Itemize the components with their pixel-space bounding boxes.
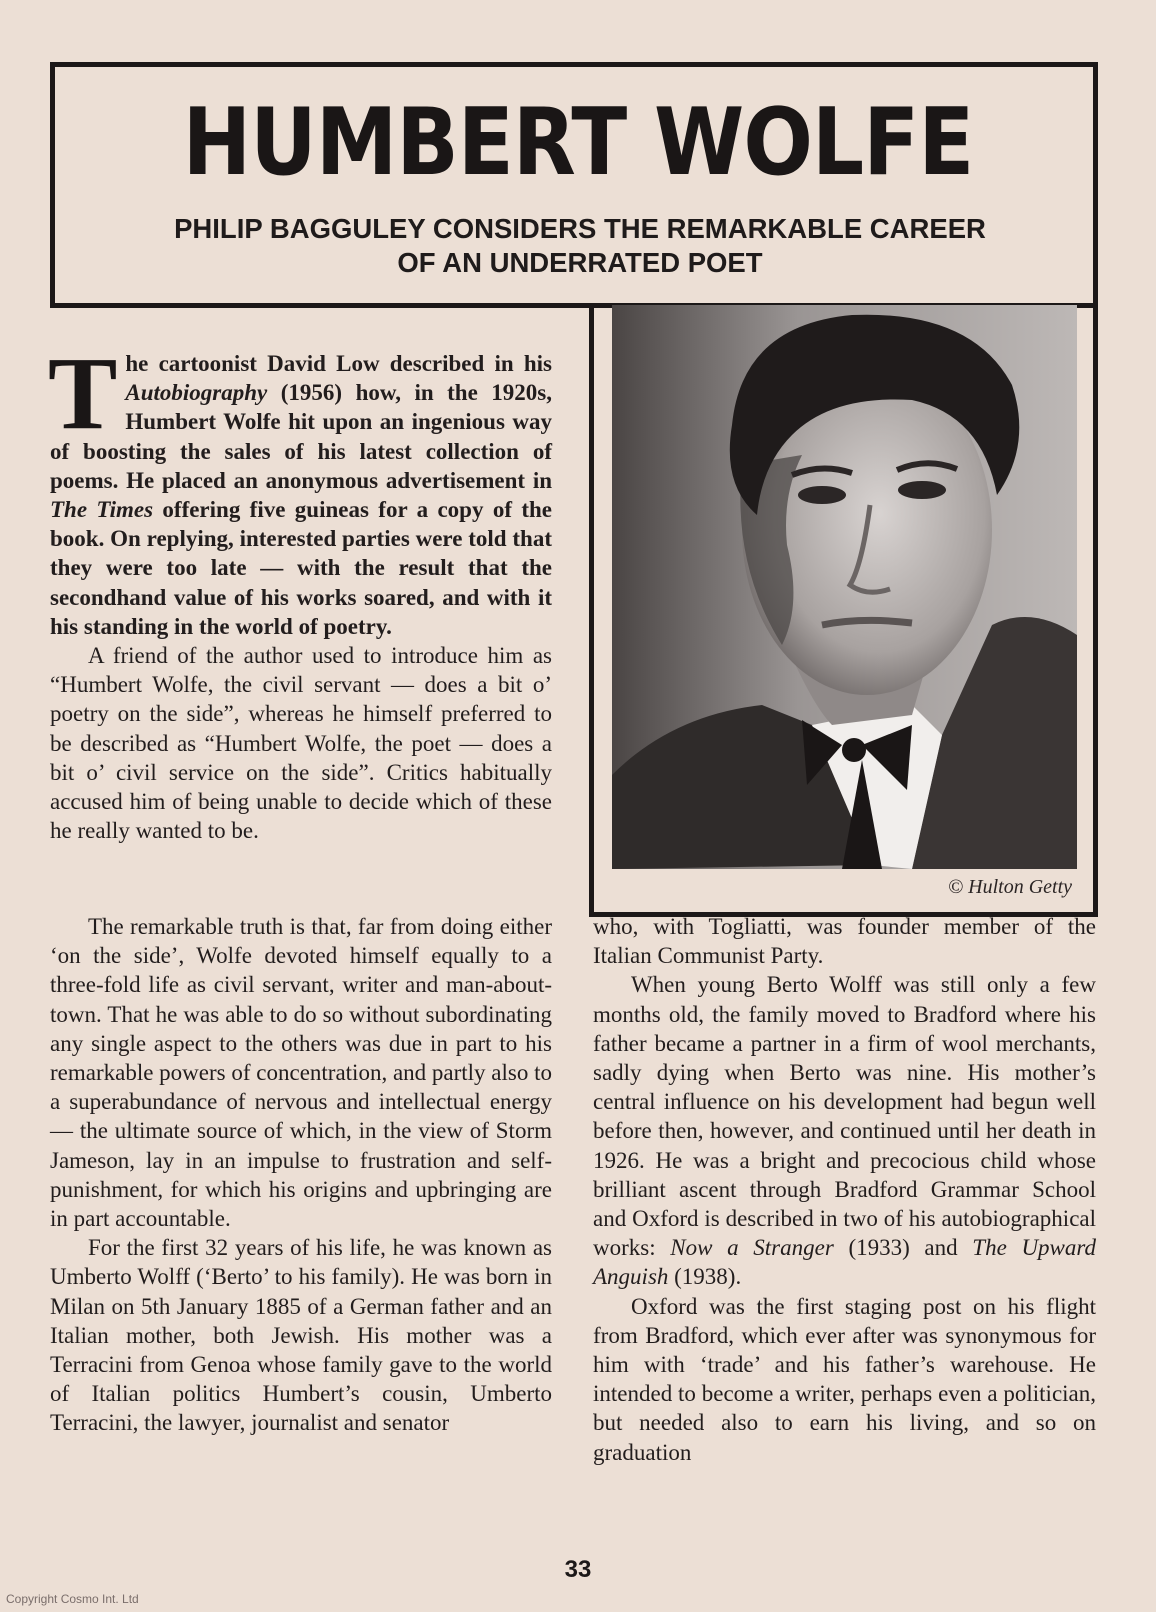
para5-text-a: When young Berto Wolff was still only a few months old, the family moved to Bradford where his father became a partner in a firm of wool merchants, sadly dying when Berto was nine. His mother’s central influence on his development had begun well before then, however, and continued until her death in 1926. He was a bright and precocious child whose brilliant ascent through Bradford Grammar School and Oxford is described in two of his autobiographical works: — [593, 972, 1096, 1261]
column-1-lower — [50, 912, 552, 1438]
portrait-illustration — [612, 305, 1077, 869]
article-title: HUMBERT WOLFE — [182, 88, 974, 196]
column-2 — [593, 912, 1096, 1467]
copyright-notice: Copyright Cosmo Int. Ltd — [6, 1592, 139, 1606]
para1-text-c: (1956) how, in the 1920s, Humbert Wolfe hit upon an ingenious way of boosting the sales of his latest collection of poems. He placed an anonymous advertisement in — [50, 380, 552, 493]
paragraph-4-continued: who, with Togliatti, was founder member of the Italian Communist Party. — [593, 914, 1096, 969]
paragraph-6: Oxford was the first staging post on his flight from Bradford, which ever after was synonymous for him with ‘trade’ and his father’s warehouse. He intended to become a writer, perhaps even a politician, but needed also to earn his living, and so on graduation — [593, 1293, 1096, 1465]
para5-italic-now-a-stranger: Now a Stranger — [670, 1235, 834, 1261]
paragraph-2: A friend of the author used to introduce him as “Humbert Wolfe, the civil servant — does a bit o’ poetry on the side”, whereas he himself preferred to be described as “Humbert Wolfe, the poet — does a bit o’ civil service on the side”. Critics habitually accused him of being unable to decide which of these he really wanted to be. — [50, 643, 552, 844]
paragraph-4: For the first 32 years of his life, he was known as Umberto Wolff (‘Berto’ to his family). He was born in Milan on 5th January 1885 of a German father and an Italian mother, both Jewish. His mother was a Terracini from Genoa whose family gave to the world of Italian politics Humbert’s cousin, Umberto Terracini, the lawyer, journalist and senator — [50, 1235, 552, 1436]
paragraph-3: The remarkable truth is that, far from doing either ‘on the side’, Wolfe devoted himself equally to a three-fold life as civil servant, writer and man-about-town. That he was able to do so without subordinating any single aspect to the others was due in part to his remarkable powers of concentration, and partly also to a superabundance of nervous and intellectual energy — the ultimate source of which, in the view of Storm Jameson, lay in an impulse to frustration and self-punishment, for which his origins and upbringing are in part accountable. — [50, 914, 552, 1232]
para5-text-e: (1938). — [668, 1264, 742, 1290]
para1-italic-the-times: The Times — [50, 497, 154, 523]
para1-text-e: offering five guineas for a copy of the book. On replying, interested parties were told that they were too late — with the result that the secondhand value of his works soared, and with it his standing in the world of poetry. — [50, 497, 552, 639]
paragraph-5 — [593, 970, 1096, 1291]
para1-text-a: he cartoonist David Low described in his — [125, 351, 552, 376]
drop-cap: T — [48, 336, 118, 451]
portrait-photo — [612, 305, 1077, 869]
para5-text-c: (1933) and — [833, 1235, 973, 1261]
photo-credit: © Hulton Getty — [947, 876, 1072, 898]
para5-italic-upward-anguish: The Upward Anguish — [593, 1235, 1096, 1290]
article-subtitle — [80, 212, 1080, 280]
column-1-upper — [48, 336, 552, 845]
subtitle-line-2: OF AN UNDERRATED POET — [397, 247, 763, 278]
paragraph-1 — [48, 336, 552, 641]
subtitle-line-1: PHILIP BAGGULEY CONSIDERS THE REMARKABLE CAREER — [174, 213, 986, 244]
para1-italic-autobiography: Autobiography — [125, 380, 268, 406]
page-number: 33 — [564, 1556, 592, 1583]
